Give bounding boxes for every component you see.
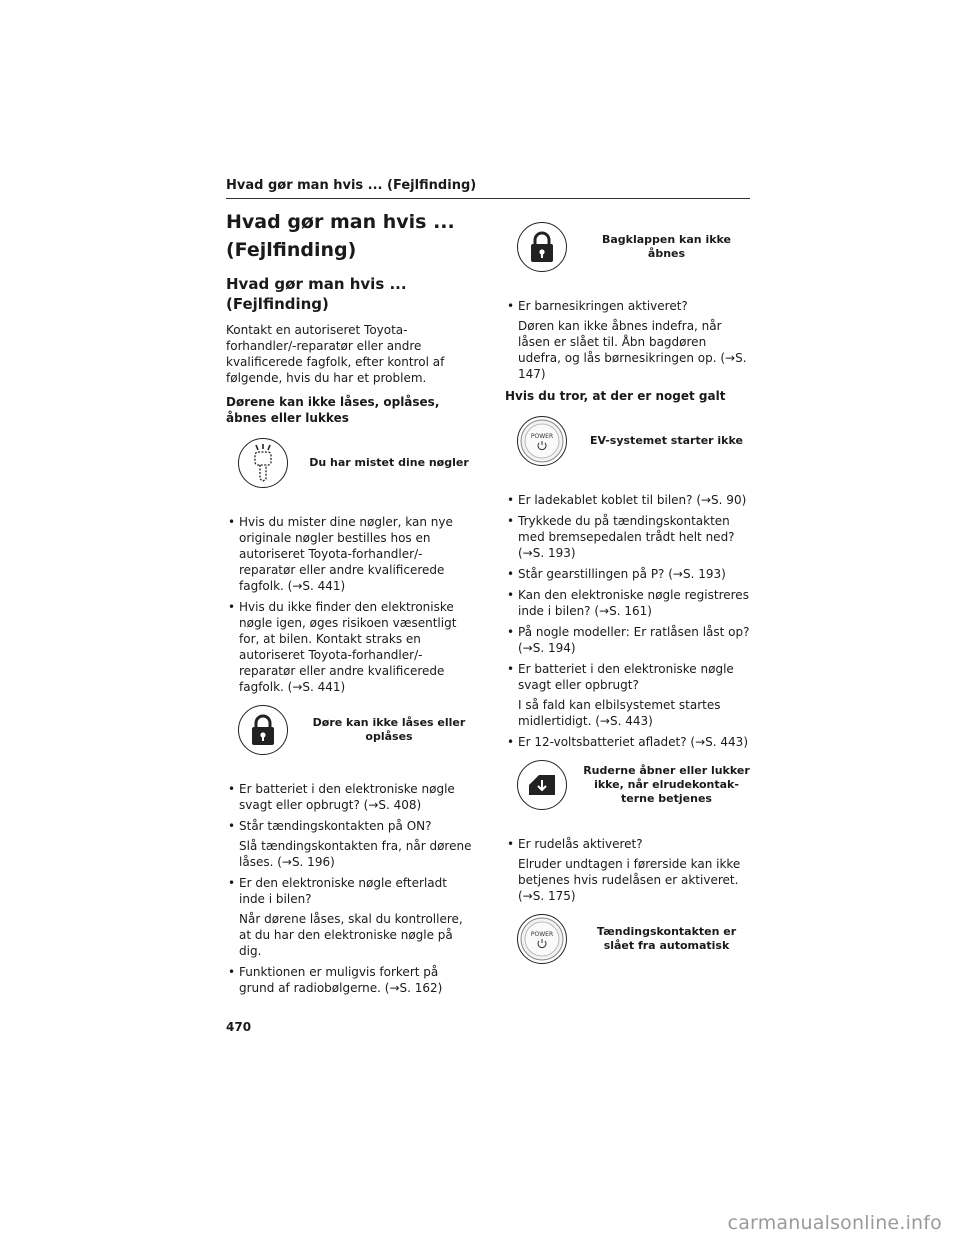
doors-section-heading: Dørene kan ikke låses, oplåses, åbnes eller lukkes <box>226 395 440 425</box>
tailgate-block <box>505 218 750 288</box>
list-item: • Er batteriet i den elektroniske nøgle svagt eller opbrugt? I så fald kan elbilsystemet startes midlertidigt. (→S. 443) <box>505 661 750 729</box>
tailgate-list <box>505 298 750 382</box>
windows-block <box>505 756 750 826</box>
list-item: • Er barnesikringen aktiveret? Døren kan ikke åbnes indefra, når låsen er slået til. Åbn bagdøren udefra, og lås børnesikringen op. (→S. 147) <box>505 298 750 382</box>
lost-keys-list <box>226 514 474 695</box>
left-column <box>226 206 474 1002</box>
svg-text:POWER: POWER <box>530 931 554 938</box>
ignition-off-block <box>505 910 750 980</box>
header-divider <box>226 198 750 199</box>
list-item: • Er den elektroniske nøgle efterladt inde i bilen? Når dørene låses, skal du kontrollere, at du har den elektroniske nøgle på dig. <box>226 875 474 959</box>
padlock-icon <box>517 222 567 272</box>
page-title-line-1: Hvad gør man hvis ... <box>226 211 455 233</box>
list-item-note: Slå tændingskontakten fra, når dørene låses. (→S. 196) <box>239 839 472 869</box>
svg-text:POWER: POWER <box>530 433 554 440</box>
tailgate-label: Bagklappen kan ikke åbnes <box>601 233 732 260</box>
ev-system-block <box>505 412 750 482</box>
list-item: • På nogle modeller: Er ratlåsen låst op? (→S. 194) <box>505 624 750 656</box>
watermark: carmanualsonline.info <box>727 1212 942 1234</box>
doors-lock-block <box>226 701 474 771</box>
list-item: • Står tændingskontakten på ON? Slå tændingskontakten fra, når dørene låses. (→S. 196) <box>226 818 474 870</box>
lost-keys-label: Du har mistet dine nøgler <box>309 456 469 469</box>
list-item-note: I så fald kan elbilsystemet startes midlertidigt. (→S. 443) <box>518 698 721 728</box>
running-header: Hvad gør man hvis ... (Fejlfinding) <box>226 178 477 193</box>
right-column <box>505 206 750 990</box>
section-title: Hvad gør man hvis ... (Fejlfinding) <box>226 275 407 313</box>
lost-key-icon <box>238 438 288 488</box>
doors-list <box>226 781 474 996</box>
window-switch-icon <box>517 760 567 810</box>
list-item: • Er ladekablet koblet til bilen? (→S. 90) <box>505 492 750 508</box>
list-item: • Er batteriet i den elektroniske nøgle svagt eller opbrugt? (→S. 408) <box>226 781 474 813</box>
power-button-icon <box>517 914 567 964</box>
list-item: • Står gearstillingen på P? (→S. 193) <box>505 566 750 582</box>
intro-paragraph: Kontakt en autoriseret Toyota-forhandler/-reparatør eller andre kvalificerede fagfolk, efter kontrol af følgende, hvis du har et problem. <box>226 323 445 385</box>
list-item: • Kan den elektroniske nøgle registreres inde i bilen? (→S. 161) <box>505 587 750 619</box>
ignition-off-label: Tændingskontakten er slået fra automatisk <box>596 925 737 952</box>
list-item: • Er rudelås aktiveret? Elruder undtagen i førerside kan ikke betjenes hvis rudelåsen er aktiveret. (→S. 175) <box>505 836 750 904</box>
list-item-note: Døren kan ikke åbnes indefra, når låsen er slået til. Åbn bagdøren udefra, og lås børnesikringen op. (→S. 147) <box>518 319 747 381</box>
windows-label: Ruderne åbner eller lukker ikke, når elrudekontak-terne betjenes <box>583 764 750 805</box>
power-button-icon <box>517 416 567 466</box>
list-item: • Hvis du ikke finder den elektroniske nøgle igen, øges risikoen væsentligt for, at bilen. Kontakt straks en autoriseret Toyota-forhandler/-reparatør eller andre kvalificerede fagfolk. (→S. 441) <box>226 599 474 695</box>
list-item: • Funktionen er muligvis forkert på grund af radiobølgerne. (→S. 162) <box>226 964 474 996</box>
lost-keys-block <box>226 434 474 504</box>
list-item-note: Elruder undtagen i førerside kan ikke betjenes hvis rudelåsen er aktiveret. (→S. 175) <box>518 857 741 903</box>
windows-list <box>505 836 750 904</box>
ev-system-label: EV-systemet starter ikke <box>590 434 743 447</box>
list-item: • Er 12-voltsbatteriet afladet? (→S. 443) <box>505 734 750 750</box>
padlock-icon <box>238 705 288 755</box>
page-number: 470 <box>226 1020 252 1034</box>
ev-system-list <box>505 492 750 750</box>
doors-lock-label: Døre kan ikke låses eller oplåses <box>312 716 466 743</box>
list-item: • Trykkede du på tændingskontakten med bremsepedalen trådt helt ned? (→S. 193) <box>505 513 750 561</box>
wrong-section-heading: Hvis du tror, at der er noget galt <box>505 389 726 403</box>
page-title-line-2: (Fejlfinding) <box>226 239 357 261</box>
list-item-note: Når dørene låses, skal du kontrollere, at du har den elektroniske nøgle på dig. <box>239 912 463 958</box>
page-title <box>226 206 474 264</box>
list-item: • Hvis du mister dine nøgler, kan nye originale nøgler bestilles hos en autoriseret Toyota-forhandler/-reparatør eller andre kvalificerede fagfolk. (→S. 441) <box>226 514 474 594</box>
